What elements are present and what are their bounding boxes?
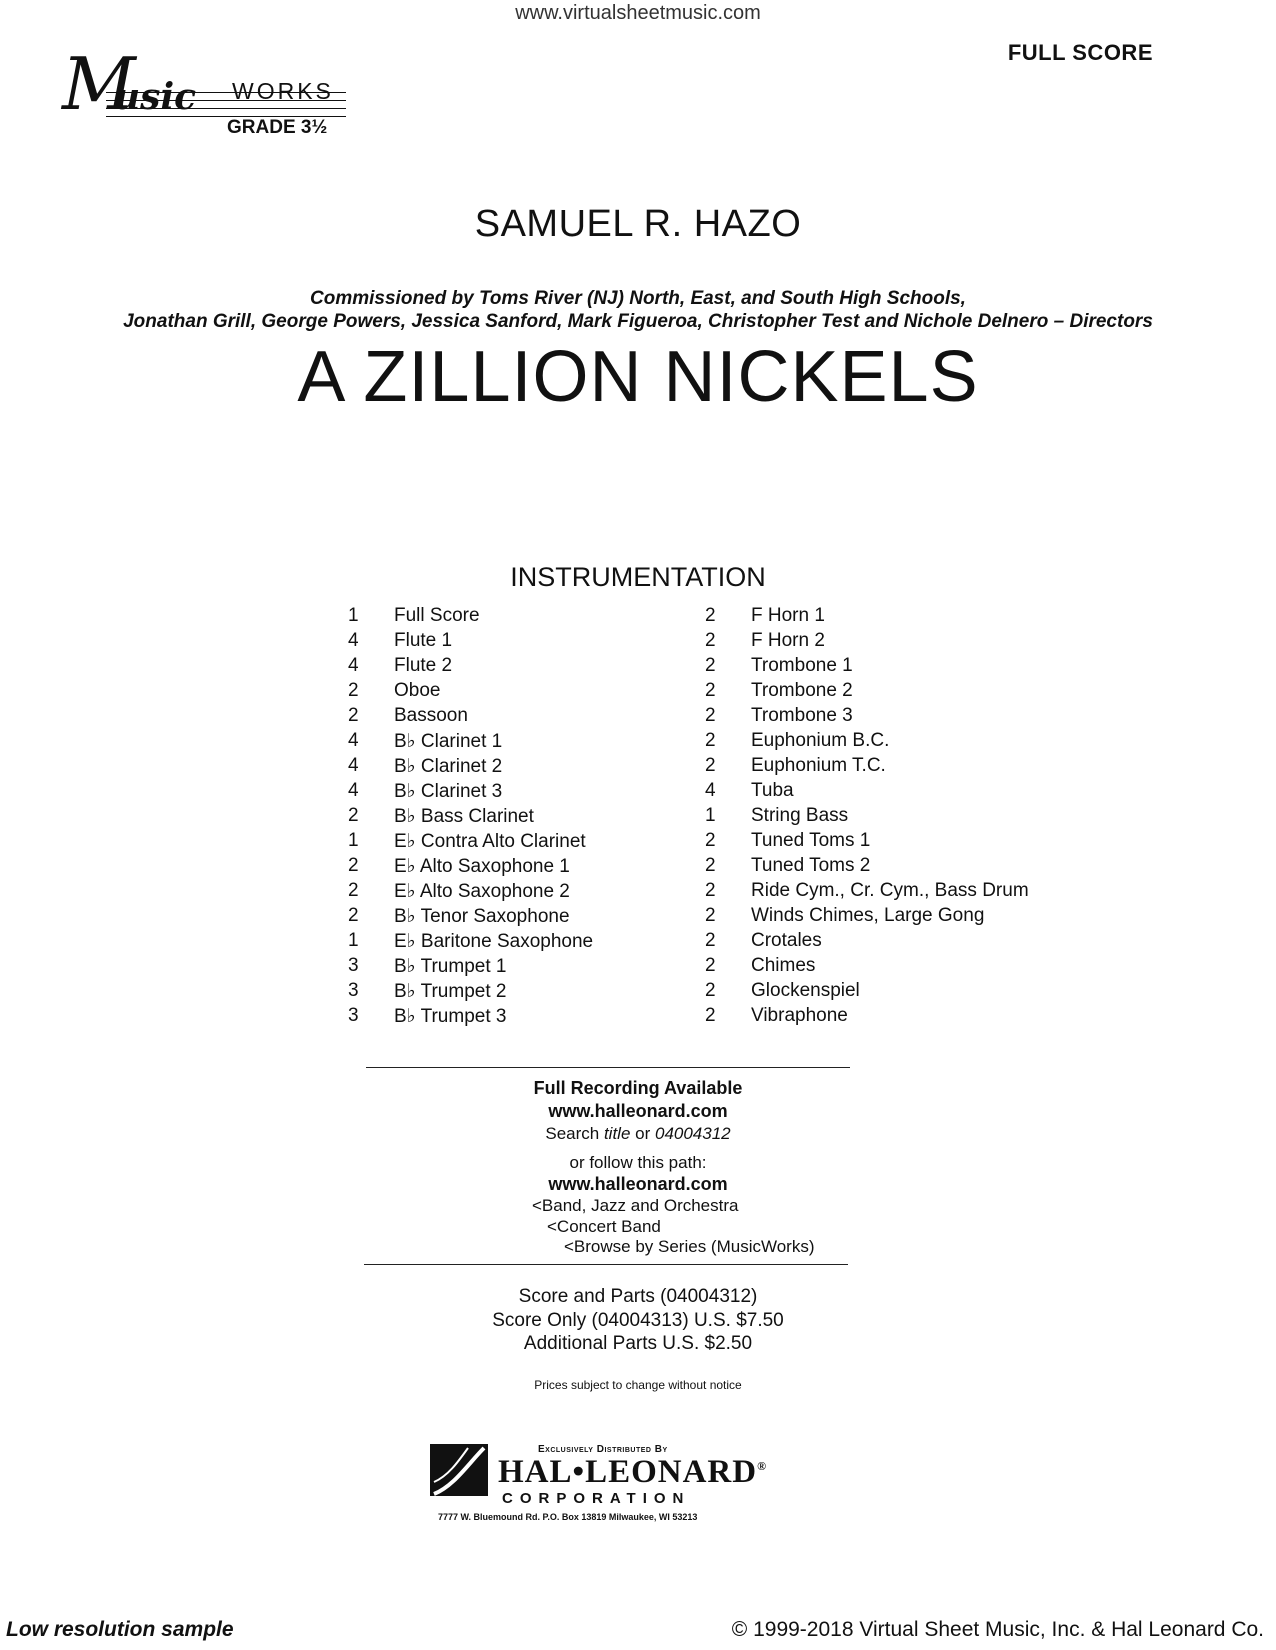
instrument-name: Flute 1: [394, 630, 453, 651]
instrument-name: B♭ Trumpet 3: [394, 1006, 507, 1027]
instrument-name: Full Score: [394, 605, 480, 626]
instrument-quantity: 4: [348, 730, 359, 751]
sample-notice: Low resolution sample: [6, 1618, 234, 1641]
instrument-quantity: 2: [705, 705, 716, 726]
instrument-name: F Horn 1: [751, 605, 825, 626]
instrument-name: Euphonium T.C.: [751, 755, 886, 776]
instrument-name: Tuba: [751, 780, 794, 801]
instrument-quantity: 1: [348, 930, 359, 951]
instrument-quantity: 2: [705, 655, 716, 676]
path-step-3: <Browse by Series (MusicWorks): [564, 1237, 815, 1256]
instrument-name: String Bass: [751, 805, 849, 826]
recording-url[interactable]: www.halleonard.com: [548, 1101, 728, 1121]
instrument-name: B♭ Clarinet 2: [394, 756, 503, 777]
recording-heading: Full Recording Available: [533, 1078, 743, 1098]
instrument-name: Trombone 3: [751, 705, 853, 726]
instrument-name: Trombone 1: [751, 655, 853, 676]
price-line-2: Score Only (04004313) U.S. $7.50: [492, 1310, 784, 1331]
instrument-quantity: 2: [348, 705, 359, 726]
instrument-quantity: 2: [348, 880, 359, 901]
hal-leonard-logo: [428, 1438, 788, 1528]
search-instruction: [0, 1124, 1276, 1144]
instrument-name: B♭ Clarinet 3: [394, 781, 503, 802]
instrument-quantity: 2: [705, 980, 716, 1001]
instrument-name: Crotales: [751, 930, 822, 951]
instrument-name: Trombone 2: [751, 680, 853, 701]
instrument-quantity: 4: [348, 755, 359, 776]
instrument-quantity: 2: [705, 830, 716, 851]
instrument-name: B♭ Clarinet 1: [394, 731, 503, 752]
logo-script-usic: usic: [114, 76, 197, 118]
instrument-name: B♭ Trumpet 1: [394, 956, 507, 977]
instrument-quantity: 1: [705, 805, 716, 826]
instrument-quantity: 2: [705, 680, 716, 701]
watermark-url: www.virtualsheetmusic.com: [515, 2, 761, 24]
instrument-name: Bassoon: [394, 705, 468, 726]
commission-line-2: Jonathan Grill, George Powers, Jessica Sanford, Mark Figueroa, Christopher Test and Nichole Delnero – Directors: [123, 311, 1153, 332]
logo-works-text: WORKS: [232, 78, 334, 104]
distributor-corp: CORPORATION: [502, 1490, 691, 1507]
instrument-name: B♭ Bass Clarinet: [394, 806, 534, 827]
instrument-name: Tuned Toms 1: [751, 830, 871, 851]
instrument-quantity: 2: [348, 805, 359, 826]
instrument-quantity: 2: [705, 855, 716, 876]
search-code: 04004312: [654, 1124, 731, 1143]
instrument-quantity: 2: [705, 930, 716, 951]
instrument-quantity: 4: [705, 780, 716, 801]
instrument-quantity: 2: [705, 730, 716, 751]
composer-name: SAMUEL R. HAZO: [474, 203, 802, 245]
instrument-name: B♭ Trumpet 2: [394, 981, 507, 1002]
instrument-quantity: 2: [705, 755, 716, 776]
instrument-name: B♭ Tenor Saxophone: [394, 906, 570, 927]
instrument-quantity: 2: [705, 905, 716, 926]
instrument-name: E♭ Alto Saxophone 2: [394, 881, 570, 902]
instrument-quantity: 3: [348, 955, 359, 976]
instrument-name: E♭ Baritone Saxophone: [394, 931, 594, 952]
path-step-2: <Concert Band: [547, 1217, 661, 1236]
path-step-1: <Band, Jazz and Orchestra: [532, 1196, 739, 1215]
instrument-name: Chimes: [751, 955, 816, 976]
instrument-name: F Horn 2: [751, 630, 825, 651]
exclusively-text: Exclusively Distributed By: [538, 1444, 668, 1455]
grade-label: GRADE 3½: [227, 117, 328, 138]
distributor-name: [498, 1454, 767, 1491]
instrument-name: Tuned Toms 2: [751, 855, 871, 876]
price-line-1: Score and Parts (04004312): [518, 1286, 758, 1307]
logo-script-m: M: [62, 42, 136, 126]
instrument-name: Flute 2: [394, 655, 453, 676]
search-or: or: [630, 1124, 655, 1143]
copyright-notice: © 1999-2018 Virtual Sheet Music, Inc. & Hal Leonard Co.: [731, 1618, 1264, 1641]
divider: [364, 1264, 848, 1265]
instrument-quantity: 4: [348, 780, 359, 801]
instrument-name: E♭ Alto Saxophone 1: [394, 856, 570, 877]
recording-url-2[interactable]: www.halleonard.com: [548, 1174, 728, 1194]
search-prefix: Search: [545, 1124, 604, 1143]
distributor-address: 7777 W. Bluemound Rd. P.O. Box 13819 Milwaukee, WI 53213: [438, 1512, 698, 1522]
instrument-name: Euphonium B.C.: [751, 730, 890, 751]
price-note: Prices subject to change without notice: [534, 1378, 742, 1392]
instrument-quantity: 2: [705, 955, 716, 976]
instrument-quantity: 2: [348, 680, 359, 701]
instrument-name: Oboe: [394, 680, 441, 701]
divider: [366, 1067, 850, 1068]
hal-leonard-emblem-icon: [428, 1442, 490, 1498]
instrument-quantity: 4: [348, 630, 359, 651]
instrument-quantity: 2: [705, 1005, 716, 1026]
instrument-quantity: 4: [348, 655, 359, 676]
instrument-quantity: 1: [348, 830, 359, 851]
piece-title: A ZILLION NICKELS: [297, 337, 979, 417]
instrument-quantity: 2: [705, 630, 716, 651]
price-line-3: Additional Parts U.S. $2.50: [523, 1333, 753, 1354]
instrument-name: Glockenspiel: [751, 980, 860, 1001]
search-title-word: title: [603, 1124, 631, 1143]
instrument-quantity: 2: [348, 905, 359, 926]
full-score-label: FULL SCORE: [1007, 40, 1153, 65]
instrument-name: E♭ Contra Alto Clarinet: [394, 831, 586, 852]
instrument-quantity: 3: [348, 980, 359, 1001]
instrument-name: Ride Cym., Cr. Cym., Bass Drum: [751, 880, 1029, 901]
commission-line-1: Commissioned by Toms River (NJ) North, East, and South High Schools,: [310, 288, 966, 309]
registered-mark: ®: [757, 1459, 768, 1473]
follow-path-text: or follow this path:: [569, 1153, 707, 1172]
instrument-quantity: 2: [348, 855, 359, 876]
instrument-quantity: 2: [705, 605, 716, 626]
instrument-quantity: 3: [348, 1005, 359, 1026]
instrumentation-heading: INSTRUMENTATION: [510, 562, 766, 592]
instrument-name: Vibraphone: [751, 1005, 848, 1026]
distributor-name-text: HAL•LEONARD: [498, 1454, 758, 1490]
instrument-quantity: 1: [348, 605, 359, 626]
instrument-name: Winds Chimes, Large Gong: [751, 905, 985, 926]
instrument-quantity: 2: [705, 880, 716, 901]
